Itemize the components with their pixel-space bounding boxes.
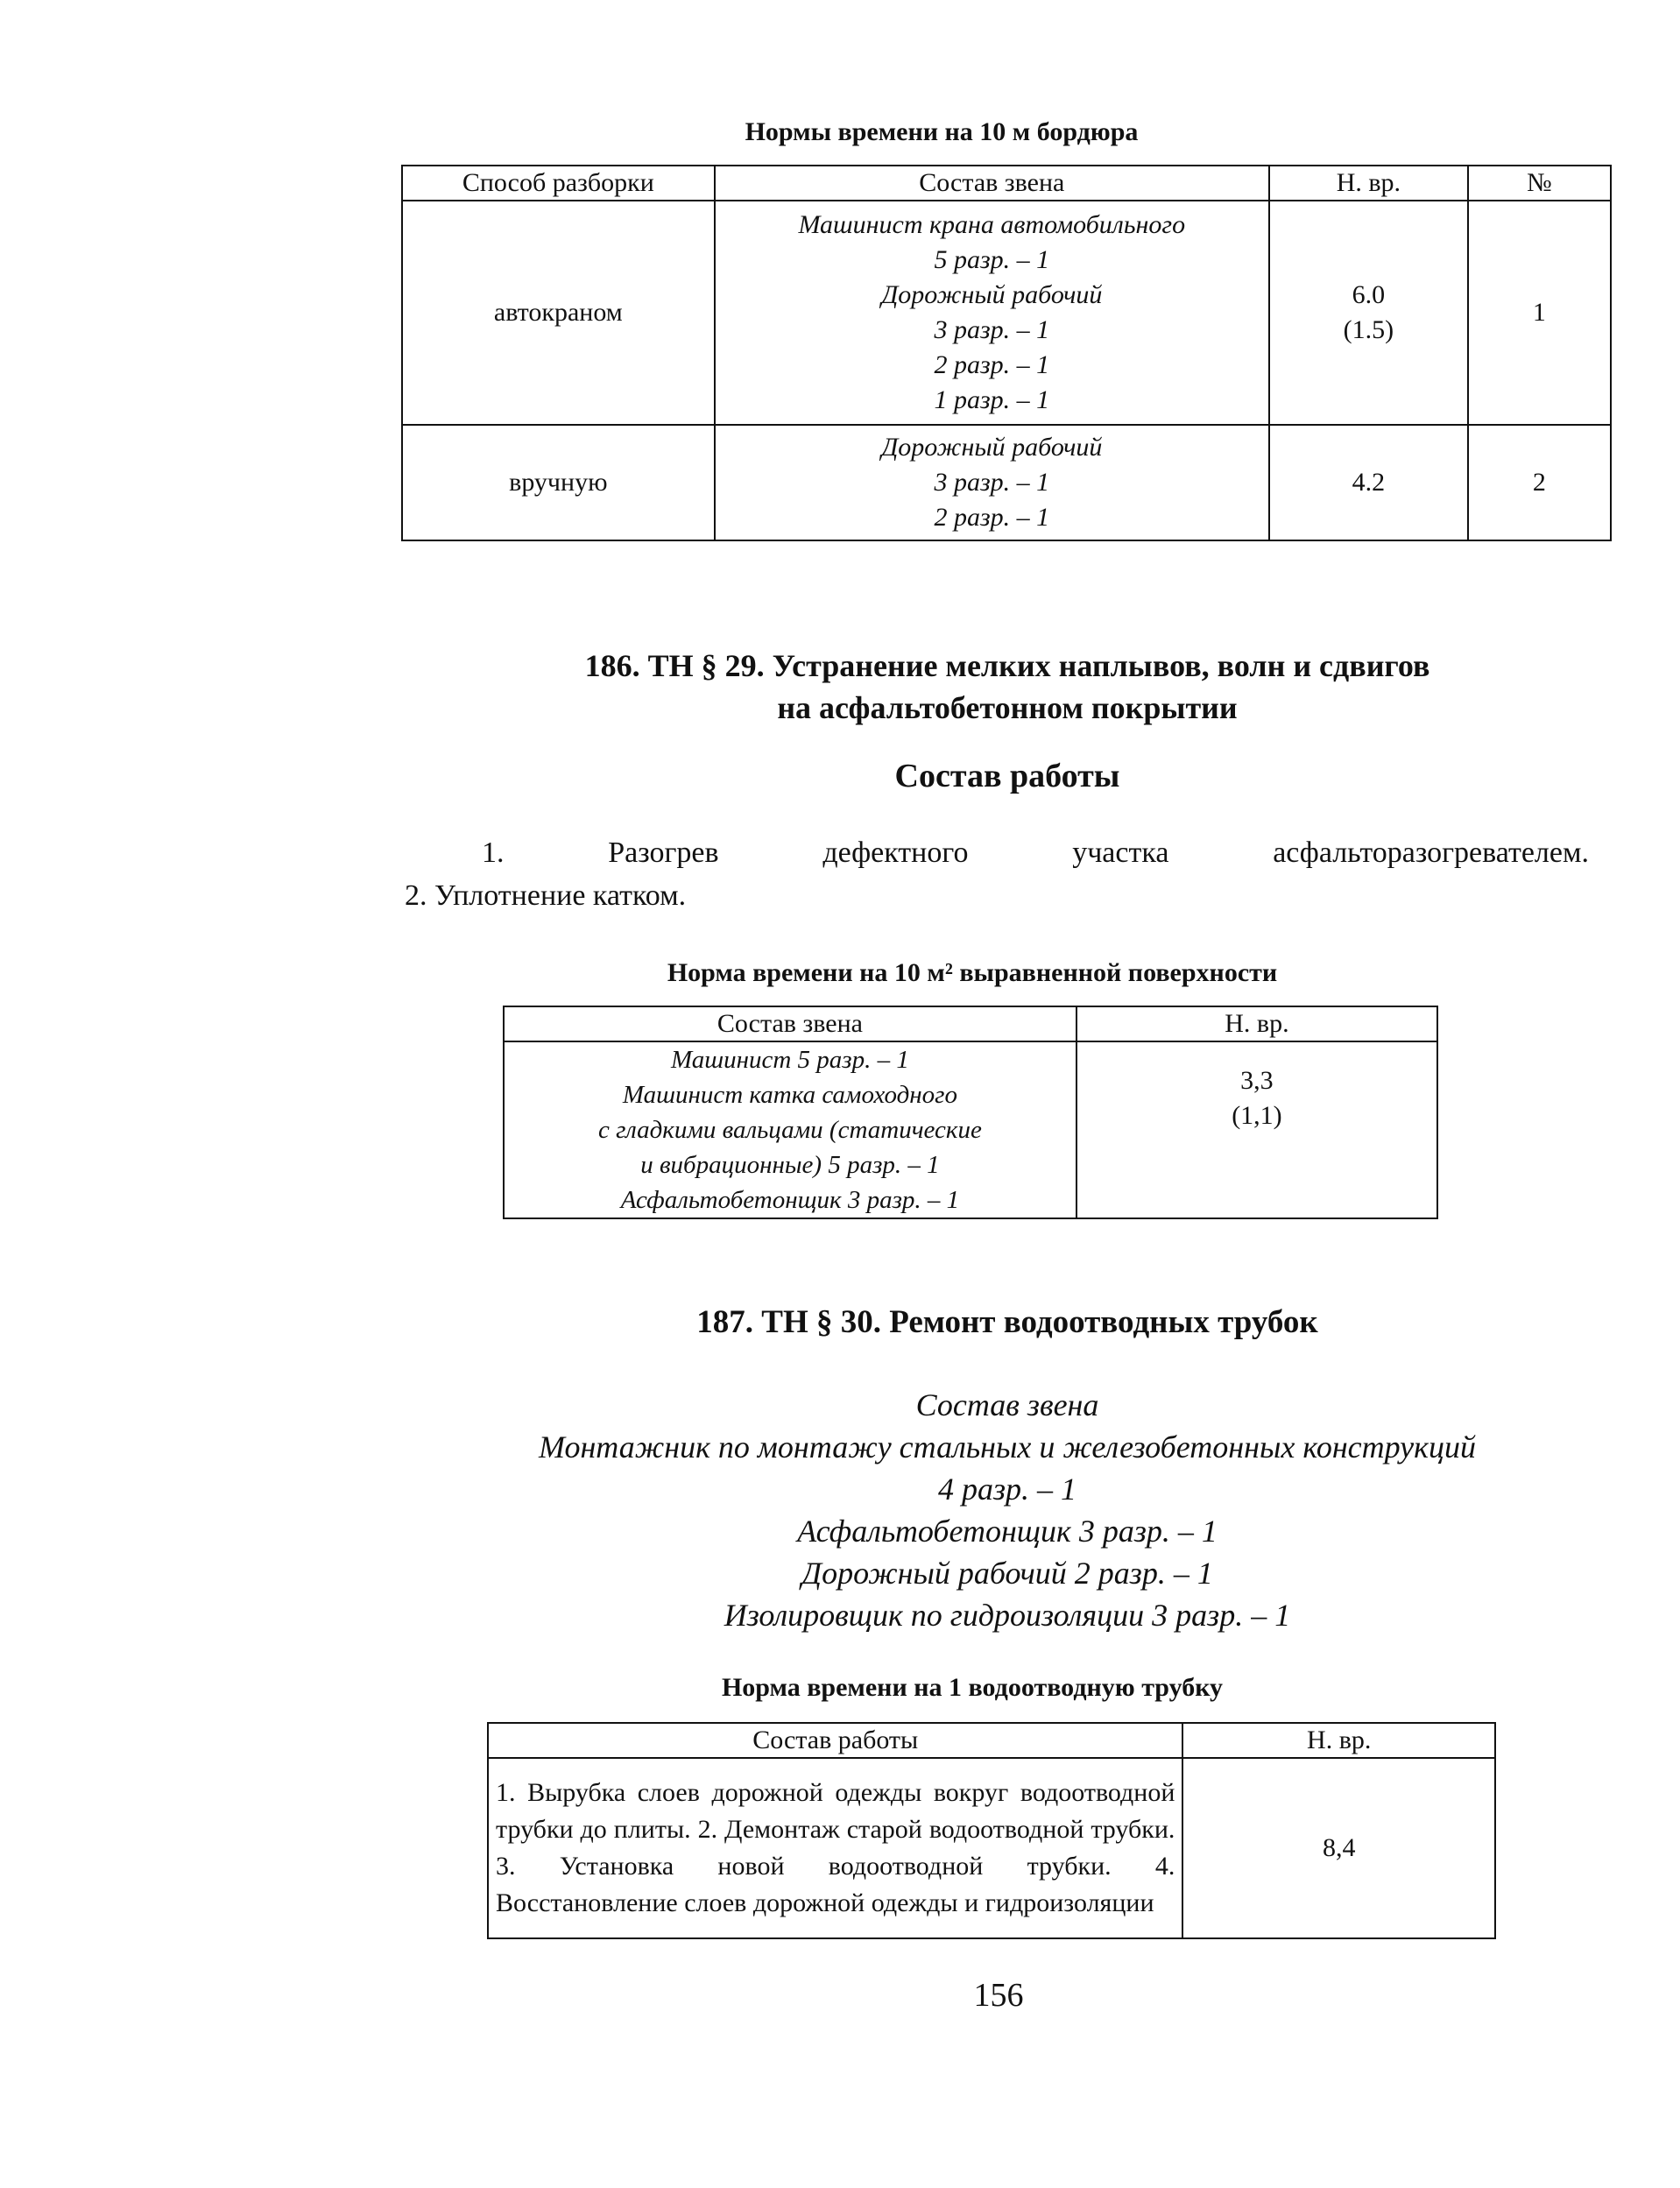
table1-header-num: №: [1468, 166, 1611, 201]
table2-header-row: [504, 1006, 1437, 1041]
table1-header-method: Способ разборки: [402, 166, 715, 201]
table3-header-norm: Н. вр.: [1182, 1723, 1495, 1758]
table2-caption: Норма времени на 10 м² выравненной поверхности: [667, 958, 1278, 987]
table1-header-crew: Состав звена: [715, 166, 1269, 201]
crew-line: Дорожный рабочий: [881, 433, 1103, 462]
crew-line: Машинист 5 разр. – 1: [670, 1046, 909, 1074]
crew-line: и вибрационные) 5 разр. – 1: [640, 1151, 940, 1179]
table1-crew-cell: [715, 425, 1269, 540]
section187-crew-title: Состав звена: [915, 1387, 1099, 1422]
table2: [503, 1006, 1438, 1219]
crew-line: 3 разр. – 1: [934, 468, 1050, 497]
section186-title-line1: 186. ТН § 29. Устранение мелких наплывов, волн и сдвигов: [584, 648, 1430, 683]
crew-line: 2 разр. – 1: [934, 350, 1050, 379]
norm-subvalue: (1,1): [1232, 1101, 1282, 1130]
page-number: 156: [973, 1977, 1024, 2014]
table1-method-cell: вручную: [402, 425, 715, 540]
crew-line: Машинист крана автомобильного: [798, 210, 1186, 239]
crew-line: Асфальтобетонщик 3 разр. – 1: [620, 1186, 960, 1214]
section187-crew: [403, 1384, 1612, 1636]
table2-header-crew: Состав звена: [504, 1006, 1076, 1041]
section186-title: [403, 645, 1612, 729]
table1-num-cell: 2: [1468, 425, 1611, 540]
crew-line: Дорожный рабочий: [881, 280, 1103, 309]
table1-method-cell: автокраном: [402, 201, 715, 425]
table1-norm-cell: 4.2: [1269, 425, 1468, 540]
table1-num-cell: 1: [1468, 201, 1611, 425]
crew-line: Машинист катка самоходного: [622, 1081, 957, 1109]
crew-line: Дорожный рабочий 2 разр. – 1: [801, 1556, 1213, 1591]
section187-title: 187. ТН § 30. Ремонт водоотводных трубок: [696, 1304, 1318, 1340]
crew-line: 5 разр. – 1: [934, 245, 1050, 274]
table1-header-norm: Н. вр.: [1269, 166, 1468, 201]
crew-line: 4 разр. – 1: [937, 1472, 1077, 1507]
table1-caption: Нормы времени на 10 м бордюра: [745, 117, 1139, 146]
norm-value: 6.0: [1352, 280, 1386, 309]
table1-crew-cell: [715, 201, 1269, 425]
table-row: [504, 1041, 1437, 1218]
table3-caption: Норма времени на 1 водоотводную трубку: [721, 1673, 1224, 1702]
table2-norm-cell: [1076, 1041, 1437, 1218]
norm-value: 3,3: [1240, 1066, 1274, 1095]
table1: [401, 165, 1612, 541]
crew-line: 2 разр. – 1: [934, 503, 1050, 532]
crew-line: 1 разр. – 1: [934, 385, 1050, 414]
crew-line: 3 разр. – 1: [934, 315, 1050, 344]
table1-norm-cell: [1269, 201, 1468, 425]
table2-crew-cell: [504, 1041, 1076, 1218]
table3: [487, 1722, 1496, 1939]
table2-header-norm: Н. вр.: [1076, 1006, 1437, 1041]
crew-line: Асфальтобетонщик 3 разр. – 1: [797, 1514, 1218, 1549]
table-row: [402, 201, 1611, 425]
table-row: [402, 425, 1611, 540]
table3-header-row: [488, 1723, 1495, 1758]
section186-title-line2: на асфальтобетонном покрытии: [777, 690, 1238, 725]
section186-work-title: Состав работы: [894, 758, 1120, 794]
table3-header-work: Состав работы: [488, 1723, 1182, 1758]
crew-line: Монтажник по монтажу стальных и железобетонных конструкций: [538, 1429, 1477, 1465]
crew-line: Изолировщик по гидроизоляции 3 разр. – 1: [724, 1598, 1291, 1633]
table3-work-cell: 1. Вырубка слоев дорожной одежды вокруг водоотводной трубки до плиты. 2. Демонтаж старой водоотводной трубки. 3. Установка новой водоотводной трубки. 4. Восстановление слоев дорожной одежды и гидроизоляции: [488, 1758, 1182, 1938]
crew-line: с гладкими вальцами (статические: [598, 1116, 982, 1144]
norm-subvalue: (1.5): [1343, 315, 1394, 344]
table-row: [488, 1758, 1495, 1938]
table3-norm-cell: 8,4: [1182, 1758, 1495, 1938]
section186-work-line1: 1. Разогрев дефектного участка асфальторазогревателем.: [482, 836, 1589, 869]
section186-work-line2: 2. Уплотнение катком.: [405, 879, 687, 912]
table1-header-row: [402, 166, 1611, 201]
